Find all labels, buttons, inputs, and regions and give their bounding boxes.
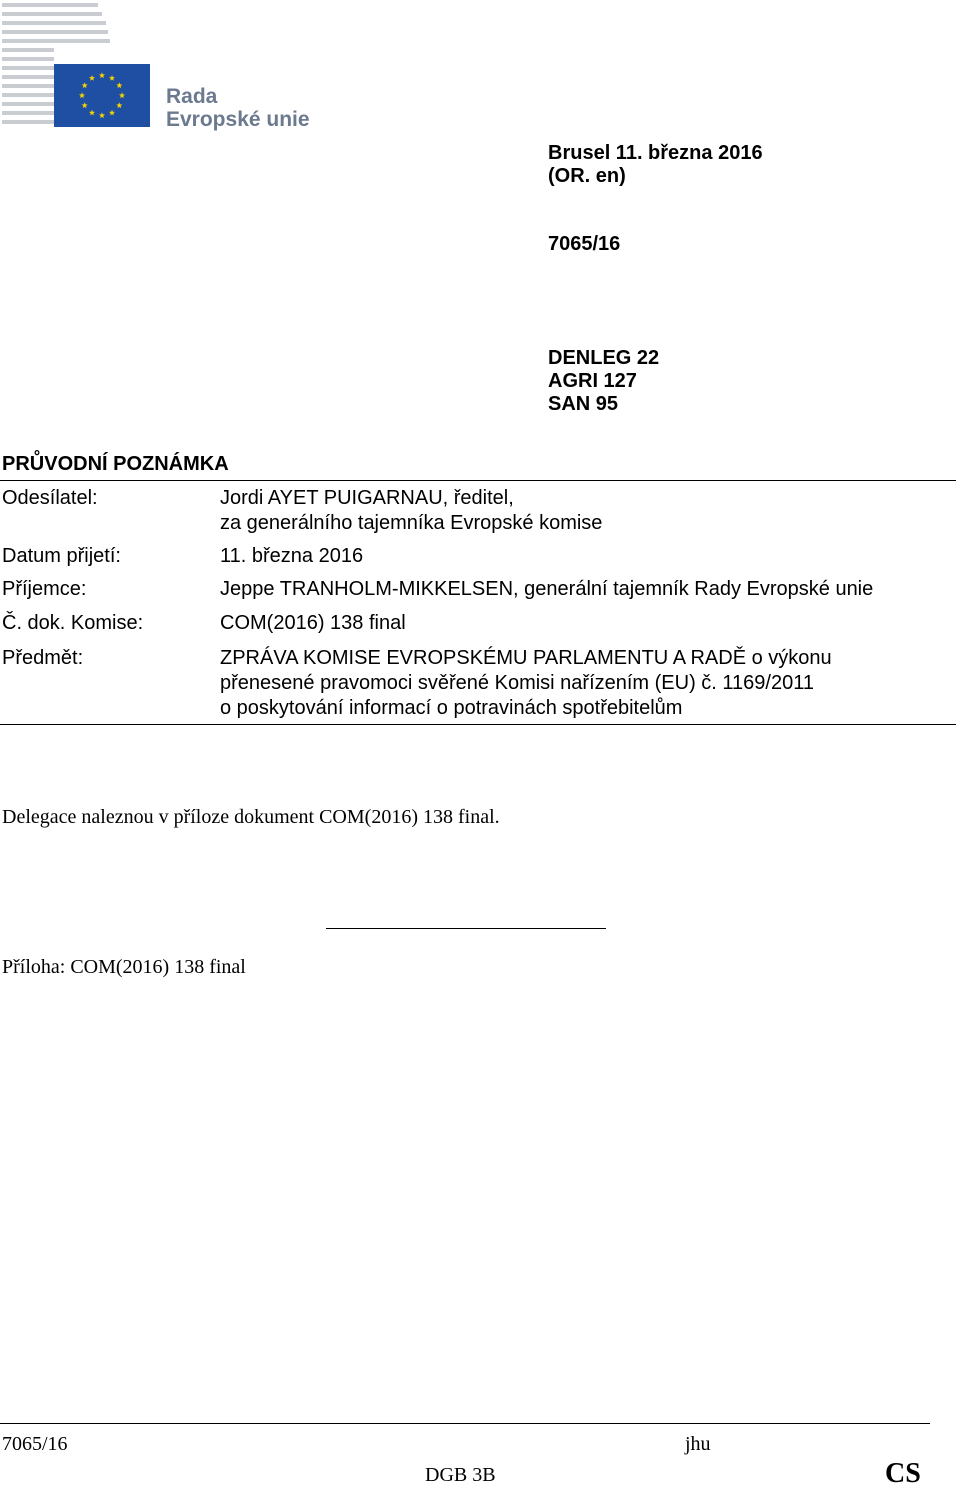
footer-initials: jhu [685, 1433, 711, 1455]
attachment-text: Příloha: COM(2016) 138 final [2, 956, 246, 978]
logo-line-2: Evropské unie [166, 108, 310, 131]
footer-language: CS [885, 1458, 921, 1489]
received-value: 11. března 2016 [220, 545, 364, 567]
commission-doc-value: COM(2016) 138 final [220, 612, 406, 634]
code-3: SAN 95 [548, 393, 619, 415]
subject-line-2: přenesené pravomoci svěřené Komisi nařízením (EU) č. 1169/2011 [220, 672, 814, 694]
sender-label: Odesílatel: [2, 487, 98, 509]
code-1: DENLEG 22 [548, 347, 660, 369]
body-text: Delegace naleznou v příloze dokument COM(2016) 138 final. [2, 806, 500, 828]
footer-directorate: DGB 3B [425, 1464, 496, 1486]
footer-rule [0, 1423, 930, 1424]
code-2: AGRI 127 [548, 370, 637, 392]
document-number: 7065/16 [548, 233, 621, 255]
sender-line-2: za generálního tajemníka Evropské komise [220, 512, 603, 534]
place-date: Brusel 11. března 2016 [548, 142, 763, 164]
separator-line [326, 928, 606, 929]
note-title: PRŮVODNÍ POZNÁMKA [2, 453, 229, 475]
top-rule [0, 480, 956, 481]
subject-line-1: ZPRÁVA KOMISE EVROPSKÉMU PARLAMENTU A RADĚ o výkonu [220, 647, 832, 669]
commission-doc-label: Č. dok. Komise: [2, 612, 144, 634]
recipient-label: Příjemce: [2, 578, 87, 600]
subject-label: Předmět: [2, 647, 84, 669]
council-logo [0, 0, 330, 135]
footer-doc-number: 7065/16 [2, 1433, 68, 1455]
original-language: (OR. en) [548, 165, 626, 187]
sender-line-1: Jordi AYET PUIGARNAU, ředitel, [220, 487, 514, 509]
recipient-value: Jeppe TRANHOLM-MIKKELSEN, generální tajemník Rady Evropské unie [220, 578, 874, 600]
received-label: Datum přijetí: [2, 545, 121, 567]
bottom-rule [0, 724, 956, 725]
logo-line-1: Rada [166, 85, 218, 108]
subject-line-3: o poskytování informací o potravinách spotřebitelům [220, 697, 683, 719]
